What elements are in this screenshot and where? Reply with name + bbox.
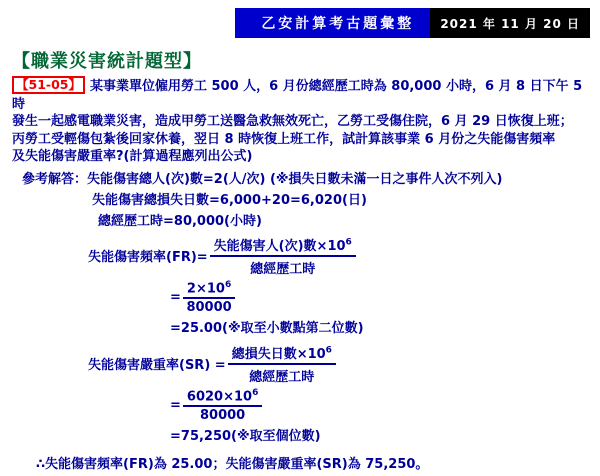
sr-formula-numerator (228, 343, 336, 365)
fr-formula-numerator-text: 失能傷害人(次)數×10 (214, 239, 346, 254)
question-text-1: 某事業單位僱用勞工 500 人，6 月份總經歷工時為 80,000 小時，6 月 8 日下午 5 時 (12, 79, 582, 112)
fr-calc-row (170, 280, 592, 315)
fr-formula-exponent: 6 (346, 237, 352, 247)
fr-formula-fraction (210, 235, 356, 277)
fr-label: 失能傷害頻率(FR)= (88, 246, 208, 265)
fr-calc-numerator (183, 280, 235, 299)
sr-calc-equals: = (170, 398, 181, 413)
sr-calc-exponent: 6 (252, 388, 258, 398)
solution-block (12, 169, 592, 476)
sr-label: 失能傷害嚴重率(SR) = (88, 354, 226, 373)
question-line-3: 丙勞工受輕傷包紮後回家休養，翌日 8 時恢復上班工作，試計算該事業 6 月份之失能傷害頻率 (12, 131, 592, 149)
fr-formula-numerator (210, 235, 356, 257)
sr-result-line: =75,250(※取至個位數) (170, 426, 592, 448)
fr-calc-fraction (183, 280, 235, 315)
fr-formula-row (88, 235, 592, 277)
question-line-4: 及失能傷害嚴重率?(計算過程應列出公式) (12, 148, 592, 166)
fr-result-line: =25.00(※取至小數點第二位數) (170, 318, 592, 340)
sr-calc-fraction (183, 388, 262, 423)
sr-calc-numerator (183, 388, 262, 407)
compilation-title: 乙安計算考古題彙整 (235, 8, 430, 38)
section-title: 【職業災害統計題型】 (12, 47, 592, 73)
solution-intro-line: 參考解答：失能傷害總人(次)數=2(人/次) (※損失日數未滿一日之事件人次不列入) (22, 169, 592, 190)
question-line-2: 發生一起感電職業災害，造成甲勞工送醫急救無效死亡，乙勞工受傷住院，6 月 29 日恢復上班； (12, 113, 592, 131)
sr-formula-denominator: 總經歷工時 (249, 365, 314, 385)
sr-formula-fraction (228, 343, 336, 385)
sr-formula-exponent: 6 (326, 346, 332, 356)
question-block (12, 76, 592, 166)
header-bar (12, 8, 590, 38)
sr-formula-row (88, 343, 592, 385)
question-number-tag: 【51-05】 (12, 76, 85, 94)
date-badge: 2021 年 11 月 20 日 (430, 8, 590, 38)
sr-calc-row (170, 388, 592, 423)
sr-calc-denominator: 80000 (200, 407, 245, 423)
question-line-1 (12, 76, 592, 113)
solution-total-loss-days: 失能傷害總損失日數=6,000+20=6,020(日) (92, 190, 592, 211)
fr-formula-denominator: 總經歷工時 (250, 257, 315, 277)
conclusion-line: ∴失能傷害頻率(FR)為 25.00；失能傷害嚴重率(SR)為 75,250。 (36, 454, 592, 476)
sr-formula-numerator-text: 總損失日數×10 (232, 347, 326, 362)
fr-calc-denominator: 80000 (186, 299, 231, 315)
fr-calc-exponent: 6 (225, 280, 231, 290)
sr-calc-numerator-text: 6020×10 (187, 389, 252, 404)
fr-calc-equals: = (170, 290, 181, 305)
fr-calc-numerator-text: 2×10 (187, 281, 225, 296)
solution-total-hours: 總經歷工時=80,000(小時) (98, 211, 592, 232)
